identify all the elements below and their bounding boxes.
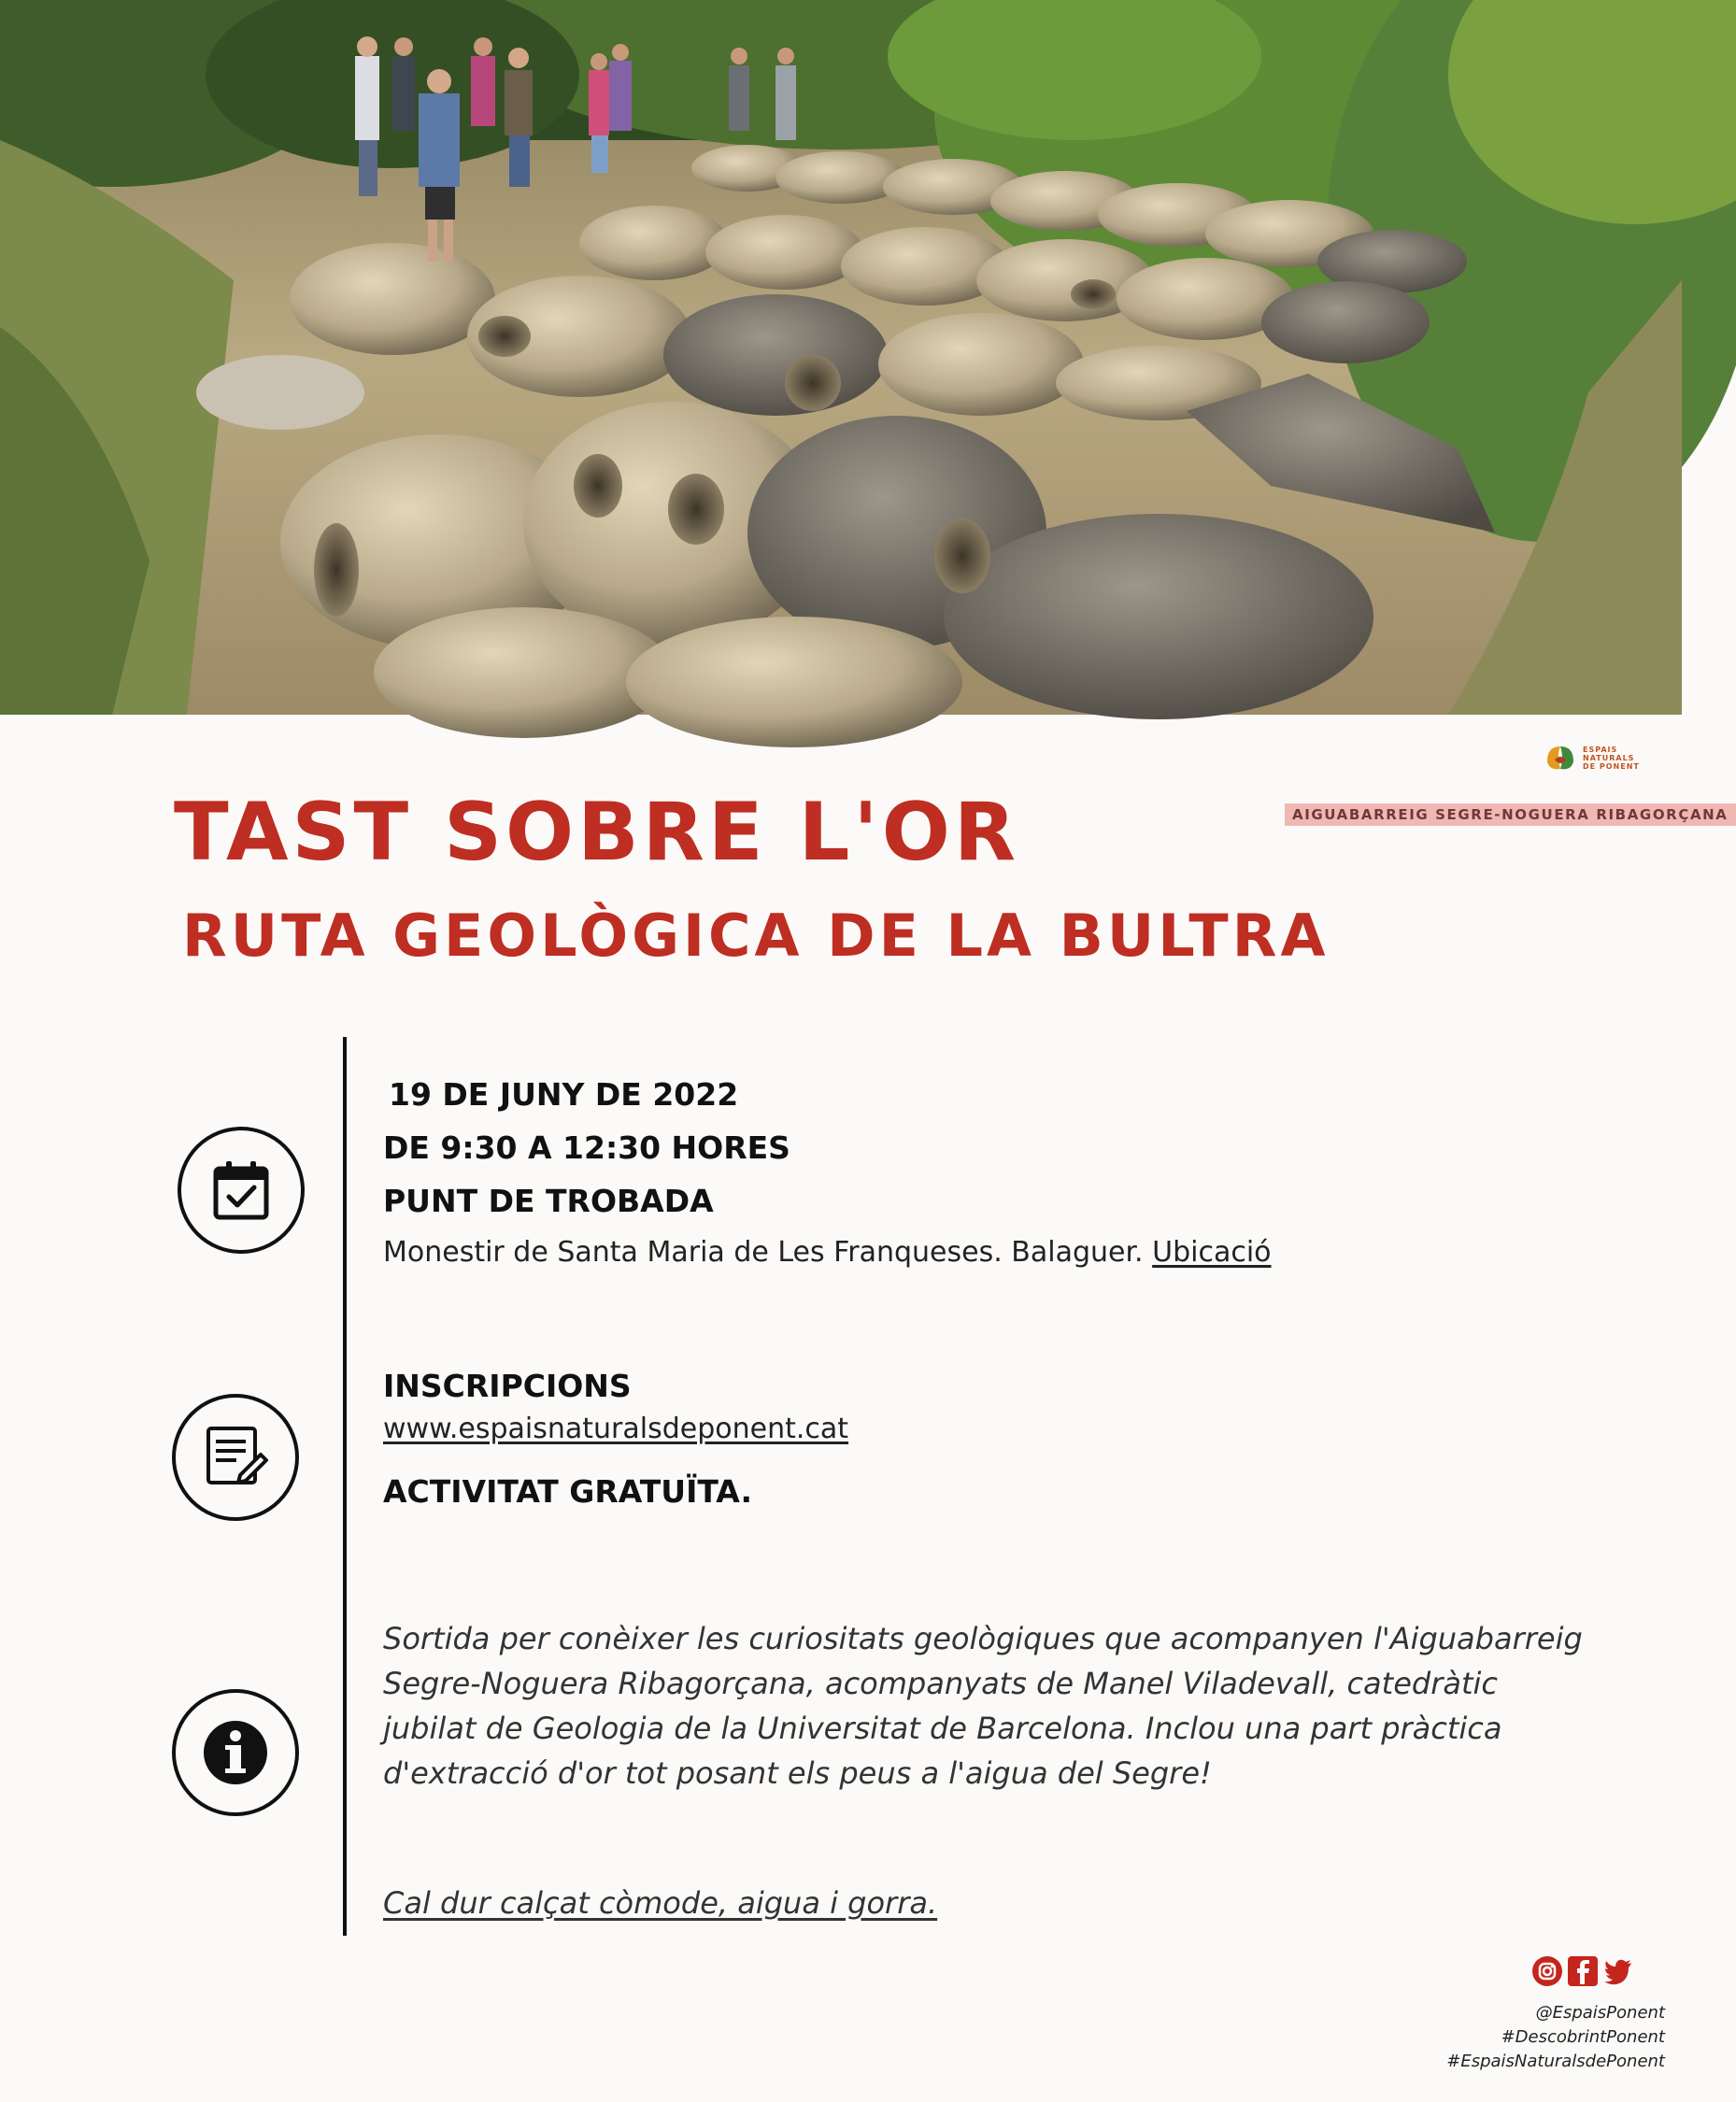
region-tag: AIGUABARREIG SEGRE-NOGUERA RIBAGORÇANA bbox=[1285, 803, 1736, 826]
twitter-icon[interactable] bbox=[1603, 1956, 1633, 1986]
facebook-icon[interactable] bbox=[1568, 1956, 1598, 1986]
equipment-note: Cal dur calçat còmode, aigua i gorra. bbox=[383, 1885, 938, 1921]
page-title: TAST SOBRE L'OR bbox=[174, 786, 1020, 879]
timeline-line bbox=[343, 1037, 347, 1936]
meeting-point-label: PUNT DE TROBADA bbox=[383, 1183, 714, 1219]
registration-label: INSCRIPCIONS bbox=[383, 1368, 632, 1404]
logo-line-1: ESPAIS bbox=[1583, 745, 1618, 754]
registration-url-link[interactable]: www.espaisnaturalsdeponent.cat bbox=[383, 1413, 849, 1445]
meeting-place: Monestir de Santa Maria de Les Franqueses. Balaguer. bbox=[383, 1236, 1144, 1269]
leaf-logo-icon bbox=[1544, 741, 1577, 774]
calendar-icon-circle bbox=[178, 1127, 305, 1254]
edit-form-icon bbox=[199, 1421, 272, 1494]
info-icon-circle bbox=[172, 1689, 299, 1816]
social-icons bbox=[1532, 1956, 1633, 1986]
hashtag-descobrint: #DescobrintPonent bbox=[1501, 2027, 1665, 2047]
page-subtitle: RUTA GEOLÒGICA DE LA BULTRA bbox=[182, 902, 1330, 970]
location-link[interactable]: Ubicació bbox=[1152, 1236, 1272, 1269]
calendar-icon bbox=[208, 1158, 274, 1223]
logo-line-2: NATURALS bbox=[1583, 753, 1635, 762]
instagram-icon[interactable] bbox=[1532, 1956, 1562, 1986]
event-date: 19 DE JUNY DE 2022 bbox=[389, 1076, 739, 1113]
free-activity-label: ACTIVITAT GRATUÏTA. bbox=[383, 1473, 752, 1510]
info-icon bbox=[202, 1719, 269, 1786]
event-time: DE 9:30 A 12:30 HORES bbox=[383, 1129, 790, 1166]
espais-naturals-logo[interactable] bbox=[1544, 741, 1654, 774]
logo-line-3: DE PONENT bbox=[1583, 761, 1640, 771]
hashtag-espais: #EspaisNaturalsdePonent bbox=[1446, 2052, 1665, 2071]
activity-description: Sortida per conèixer les curiositats geològiques que acompanyen l'Aiguabarreig Segre-Noguera Ribagorçana, acompanyats de Manel Viladevall, catedràtic jubilat de Geologia de la Universitat de Barcelona. Inclou una part pràctica d'extracció d'or tot posant els peus a l'aigua del Segre! bbox=[383, 1621, 1583, 1791]
hero-photo bbox=[0, 0, 1682, 715]
social-hashtags bbox=[1446, 2001, 1665, 2074]
social-handle: @EspaisPonent bbox=[1535, 2003, 1665, 2023]
form-icon-circle bbox=[172, 1394, 299, 1521]
